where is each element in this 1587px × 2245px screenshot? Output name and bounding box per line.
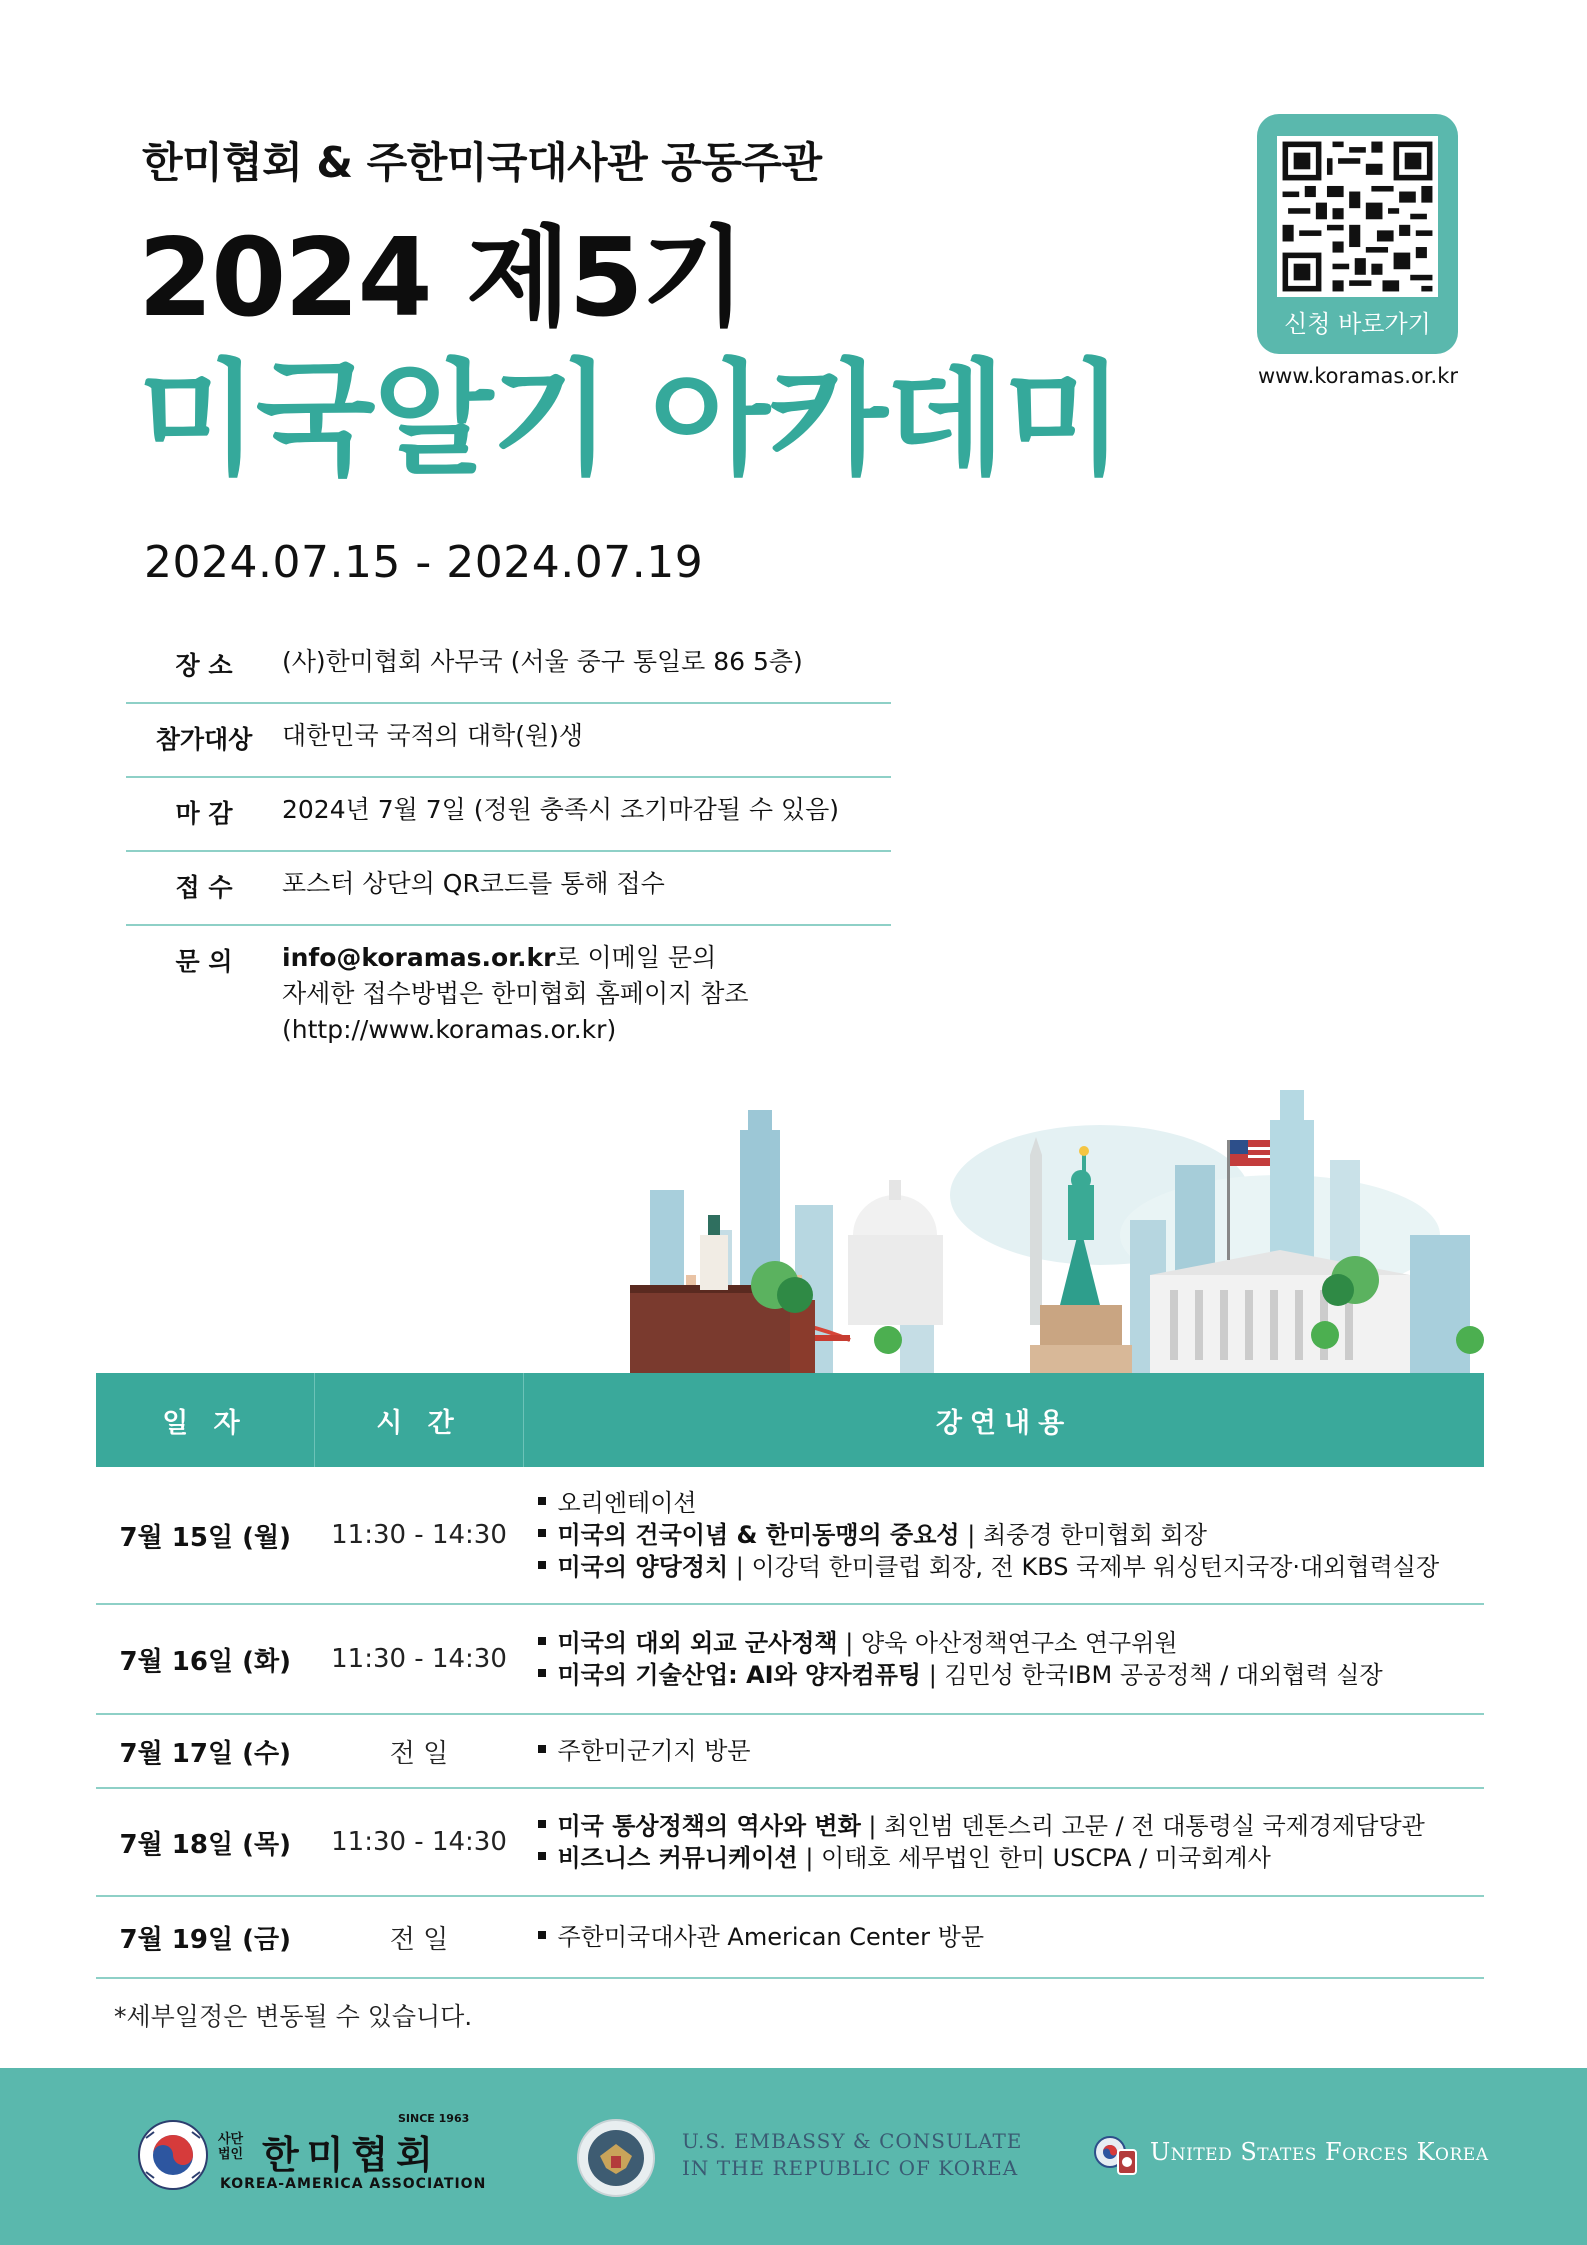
info-value: 2024년 7월 7일 (정원 충족시 조기마감될 수 있음) [282, 795, 839, 824]
qr-code-icon[interactable] [1277, 136, 1438, 297]
topic-item [538, 1842, 1484, 1874]
academy-title: 미국알기 아카데미 [138, 348, 1122, 492]
contact-email-suffix: 로 이메일 문의 [555, 943, 717, 972]
schedule-date: 7월 15일 (월) [96, 1467, 315, 1604]
topic-detail: | 양욱 아산정책연구소 연구위원 [837, 1629, 1178, 1657]
header-content: 강연내용 [524, 1373, 1485, 1467]
info-value [282, 940, 749, 1048]
contact-line3[interactable]: (http://www.koramas.or.kr) [282, 1015, 617, 1044]
info-value: 포스터 상단의 QR코드를 통해 접수 [282, 869, 665, 898]
schedule-time: 11:30 - 14:30 [315, 1467, 524, 1604]
bullet-icon [538, 1745, 546, 1753]
website-link[interactable]: www.koramas.or.kr [1257, 364, 1458, 388]
period: 2024.07.15 - 2024.07.19 [144, 537, 704, 588]
info-value: (사)한미협회 사무국 (서울 중구 통일로 86 5층) [282, 647, 803, 676]
contact-line2: 자세한 접수방법은 한미협회 홈페이지 참조 [282, 979, 749, 1008]
footer [0, 2068, 1587, 2245]
usfk-emblem-icon [1092, 2132, 1138, 2178]
info-row-eligibility [126, 704, 891, 778]
topic-item [538, 1735, 1484, 1767]
kaa-org-type: 사단 법인 [218, 2132, 244, 2162]
topic-detail: | 최인범 덴톤스리 고문 / 전 대통령실 국제경제담당관 [860, 1812, 1425, 1840]
topic-detail: | 최중경 한미협회 회장 [959, 1521, 1207, 1549]
topic-item [538, 1551, 1484, 1583]
info-list [126, 630, 891, 1068]
schedule-topics [524, 1896, 1485, 1978]
schedule-table [96, 1373, 1484, 1979]
schedule-date: 7월 18일 (목) [96, 1788, 315, 1896]
info-key: 문 의 [175, 947, 233, 976]
table-row [96, 1788, 1484, 1896]
table-row [96, 1467, 1484, 1604]
bullet-icon [538, 1561, 546, 1569]
bullet-icon [538, 1820, 546, 1828]
topic-item [538, 1487, 1484, 1519]
embassy-line1: U.S. EMBASSY & CONSULATE [682, 2129, 1023, 2153]
topic-title: 미국의 대외 외교 군사정책 [557, 1629, 838, 1657]
schedule-topics [524, 1788, 1485, 1896]
topic-title: 미국의 양당정치 [557, 1553, 729, 1581]
host-line: 한미협회 & 주한미국대사관 공동주관 [142, 138, 822, 187]
info-row-venue [126, 630, 891, 704]
info-row-deadline [126, 778, 891, 852]
schedule-time: 전 일 [315, 1714, 524, 1788]
schedule-date: 7월 16일 (화) [96, 1604, 315, 1714]
bullet-icon [538, 1497, 546, 1505]
topic-detail: | 이강덕 한미클럽 회장, 전 KBS 국제부 워싱턴지국장·대외협력실장 [728, 1553, 1440, 1581]
info-row-application [126, 852, 891, 926]
schedule-topics [524, 1467, 1485, 1604]
topic-item [538, 1627, 1484, 1659]
year-title: 2024 제5기 [138, 216, 744, 341]
topic-detail: | 김민성 한국IBM 공공정책 / 대외협력 실장 [921, 1661, 1383, 1689]
topic-title: 미국의 기술산업: AI와 양자컴퓨팅 [557, 1661, 922, 1689]
schedule-topics [524, 1714, 1485, 1788]
topic-title: 미국 통상정책의 역사와 변화 [557, 1812, 861, 1840]
topic-item [538, 1921, 1484, 1953]
schedule-date: 7월 17일 (수) [96, 1714, 315, 1788]
usfk-name: United States Forces Korea [1150, 2138, 1489, 2166]
qr-label[interactable]: 신청 바로가기 [1284, 310, 1431, 338]
info-key: 마 감 [175, 799, 233, 828]
embassy-line2: IN THE REPUBLIC OF KOREA [682, 2156, 1019, 2180]
info-key: 참가대상 [155, 725, 253, 754]
contact-email[interactable]: info@koramas.or.kr [282, 943, 556, 972]
table-row [96, 1604, 1484, 1714]
info-value: 대한민국 국적의 대학(원)생 [282, 721, 584, 750]
topic-title: 주한미국대사관 American Center 방문 [557, 1923, 985, 1951]
topic-item [538, 1519, 1484, 1551]
schedule-header-row [96, 1373, 1484, 1467]
qr-code-card[interactable] [1257, 114, 1458, 354]
topic-title: 비즈니스 커뮤니케이션 [557, 1844, 798, 1872]
embassy-name [682, 2128, 1022, 2182]
kaa-since: SINCE 1963 [398, 2112, 470, 2125]
table-row [96, 1896, 1484, 1978]
topic-title: 오리엔테이션 [557, 1489, 697, 1517]
topic-title: 주한미군기지 방문 [557, 1737, 751, 1765]
info-row-contact [126, 926, 891, 1068]
bullet-icon [538, 1669, 546, 1677]
schedule-time: 전 일 [315, 1896, 524, 1978]
table-row [96, 1714, 1484, 1788]
schedule-note: *세부일정은 변동될 수 있습니다. [114, 2002, 473, 2031]
kaa-english-name: KOREA-AMERICA ASSOCIATION [220, 2176, 487, 2192]
topic-title: 미국의 건국이념 & 한미동맹의 중요성 [557, 1521, 960, 1549]
header-date: 일 자 [96, 1373, 315, 1467]
topic-item [538, 1659, 1484, 1691]
schedule-date: 7월 19일 (금) [96, 1896, 315, 1978]
bullet-icon [538, 1931, 546, 1939]
us-embassy-seal-icon [576, 2118, 656, 2198]
bullet-icon [538, 1529, 546, 1537]
info-key: 접 수 [175, 873, 233, 902]
bullet-icon [538, 1637, 546, 1645]
schedule-topics [524, 1604, 1485, 1714]
kaa-name: 한미협회 [262, 2133, 441, 2177]
schedule-time: 11:30 - 14:30 [315, 1604, 524, 1714]
us-skyline-illustration [630, 1085, 1488, 1375]
topic-item [538, 1810, 1484, 1842]
schedule-time: 11:30 - 14:30 [315, 1788, 524, 1896]
bullet-icon [538, 1852, 546, 1860]
topic-detail: | 이태호 세무법인 한미 USCPA / 미국회계사 [797, 1844, 1271, 1872]
header-time: 시 간 [315, 1373, 524, 1467]
info-key: 장 소 [175, 651, 233, 680]
korea-america-association-logo-icon [138, 2120, 208, 2190]
